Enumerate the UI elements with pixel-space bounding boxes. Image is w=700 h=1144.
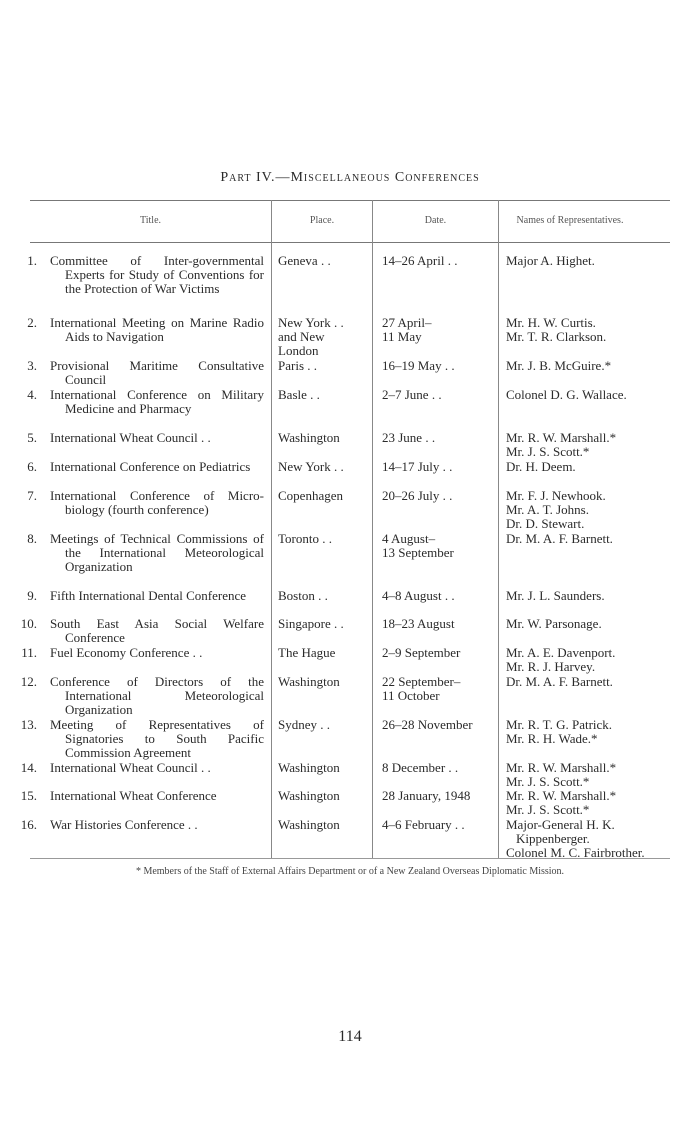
column-header-representatives: Names of Representatives. [516,215,624,227]
table-row [0,316,700,359]
row-representative: Mr. R. W. Marshall.* [506,430,617,445]
row-title: War Histories Conference . . [50,817,198,832]
row-place: The Hague [278,645,336,660]
row-place: Paris . . [278,358,317,373]
column-header-title: Title. [139,215,162,227]
row-date: 2–9 September [382,645,461,660]
row-representative: Dr. H. Deem. [506,459,576,474]
row-number: 6. [27,459,37,474]
table-row [0,532,700,589]
row-date: 4 August– 13 September [382,531,454,560]
column-header-date: Date. [424,215,447,227]
row-representative: Mr. J. S. Scott.* [506,444,590,459]
row-place: Toronto . . [278,531,332,546]
row-place: Sydney . . [278,717,330,732]
table-row [0,646,700,675]
row-place: Washington [278,430,340,445]
row-representative: Colonel M. C. Fairbrother. [506,845,645,860]
page-title: Part IV.—Miscellaneous Conferences [220,170,480,185]
table-row [0,675,700,718]
table-row [0,431,700,460]
row-place: Washington [278,817,340,832]
table-row [0,617,700,646]
row-number: 4. [27,387,37,402]
table-row [0,359,700,388]
table-row [0,254,700,316]
row-place: Washington [278,788,340,803]
row-title: International Conference of Micro-biology (fourth conference) [50,488,264,517]
row-title: Committee of Inter-governmental Experts for Study of Conventions for the Protection of War Victims [50,253,264,296]
row-title: Meetings of Technical Commissions of the International Meteorological Organization [50,531,264,574]
table-row [0,460,700,489]
row-number: 14. [20,760,37,775]
row-title: International Conference on Pediatrics [50,459,251,474]
row-date: 14–26 April . . [382,253,458,268]
row-representative: Mr. W. Parsonage. [506,616,602,631]
row-number: 7. [27,488,37,503]
row-title: South East Asia Social Welfare Conference [50,616,264,645]
row-representative: Mr. F. J. Newhook. [506,488,606,503]
row-number: 5. [27,430,37,445]
row-date: 4–6 February . . [382,817,465,832]
row-number: 11. [21,645,37,660]
row-date: 26–28 November [382,717,473,732]
row-place: Washington [278,674,340,689]
row-representative: Mr. R. W. Marshall.* [506,760,617,775]
table-row [0,589,700,617]
row-date: 16–19 May . . [382,358,455,373]
row-title: International Meeting on Marine Radio Aids to Navigation [50,315,264,344]
page-number: 114 [338,1028,362,1045]
row-number: 9. [27,588,37,603]
row-number: 12. [20,674,37,689]
table-header-rule [30,242,670,243]
row-date: 14–17 July . . [382,459,453,474]
row-number: 2. [27,315,37,330]
row-representative: Dr. D. Stewart. [506,516,585,531]
row-title: Fifth International Dental Conference [50,588,247,603]
row-number: 10. [20,616,37,631]
row-title: International Conference on Military Medicine and Pharmacy [50,387,264,416]
row-place: Geneva . . [278,253,331,268]
table-row [0,388,700,431]
row-date: 20–26 July . . [382,488,453,503]
row-place: Copenhagen [278,488,343,503]
table-row [0,761,700,789]
row-title: Meeting of Representatives of Signatories to South Pacific Commission Agreement [50,717,264,760]
row-representative: Mr. A. E. Davenport. [506,645,616,660]
table-row [0,489,700,532]
row-representative: Mr. J. L. Saunders. [506,588,605,603]
row-title: Fuel Economy Conference . . [50,645,203,660]
row-representative: Mr. R. W. Marshall.* [506,788,617,803]
row-title: International Wheat Council . . [50,760,211,775]
row-representative: Dr. M. A. F. Barnett. [506,674,613,689]
row-representative: Major-General H. K. Kippenberger. [506,817,615,846]
row-number: 1. [27,253,37,268]
table-row [0,818,700,861]
row-number: 13. [20,717,37,732]
table-row [0,789,700,818]
row-date: 28 January, 1948 [382,788,471,803]
row-title: Conference of Directors of the International Meteorological Organization [50,674,264,717]
row-place: New York . . and New London [278,315,344,358]
row-title: International Wheat Conference [50,788,217,803]
row-date: 22 September– 11 October [382,674,461,703]
row-representative: Mr. R. J. Harvey. [506,659,596,674]
footnote: * Members of the Staff of External Affairs Department or of a New Zealand Overseas Diplomatic Mission. [135,866,565,877]
row-representative: Major A. Highet. [506,253,595,268]
column-header-place: Place. [309,215,335,227]
row-representative: Mr. J. S. Scott.* [506,774,590,789]
row-representative: Mr. R. T. G. Patrick. [506,717,613,732]
row-date: 2–7 June . . [382,387,442,402]
row-representative: Mr. H. W. Curtis. [506,315,596,330]
row-place: Basle . . [278,387,320,402]
row-date: 8 December . . [382,760,459,775]
row-representative: Mr. J. S. Scott.* [506,802,590,817]
row-number: 8. [27,531,37,546]
row-number: 3. [27,358,37,373]
row-place: Washington [278,760,340,775]
row-representative: Mr. J. B. McGuire.* [506,358,612,373]
conference-table-body [0,254,700,861]
row-place: Boston . . [278,588,328,603]
row-representative: Mr. A. T. Johns. [506,502,589,517]
row-representative: Colonel D. G. Wallace. [506,387,627,402]
row-title: Provisional Maritime Consultative Council [50,358,264,387]
row-number: 16. [20,817,37,832]
row-place: Singapore . . [278,616,344,631]
row-title: International Wheat Council . . [50,430,211,445]
row-date: 27 April– 11 May [382,315,432,344]
row-representative: Mr. R. H. Wade.* [506,731,598,746]
row-date: 4–8 August . . [382,588,455,603]
row-place: New York . . [278,459,344,474]
row-representative: Dr. M. A. F. Barnett. [506,531,613,546]
row-representative: Mr. T. R. Clarkson. [506,329,607,344]
table-row [0,718,700,761]
row-number: 15. [20,788,37,803]
row-date: 23 June . . [382,430,436,445]
row-date: 18–23 August [382,616,455,631]
